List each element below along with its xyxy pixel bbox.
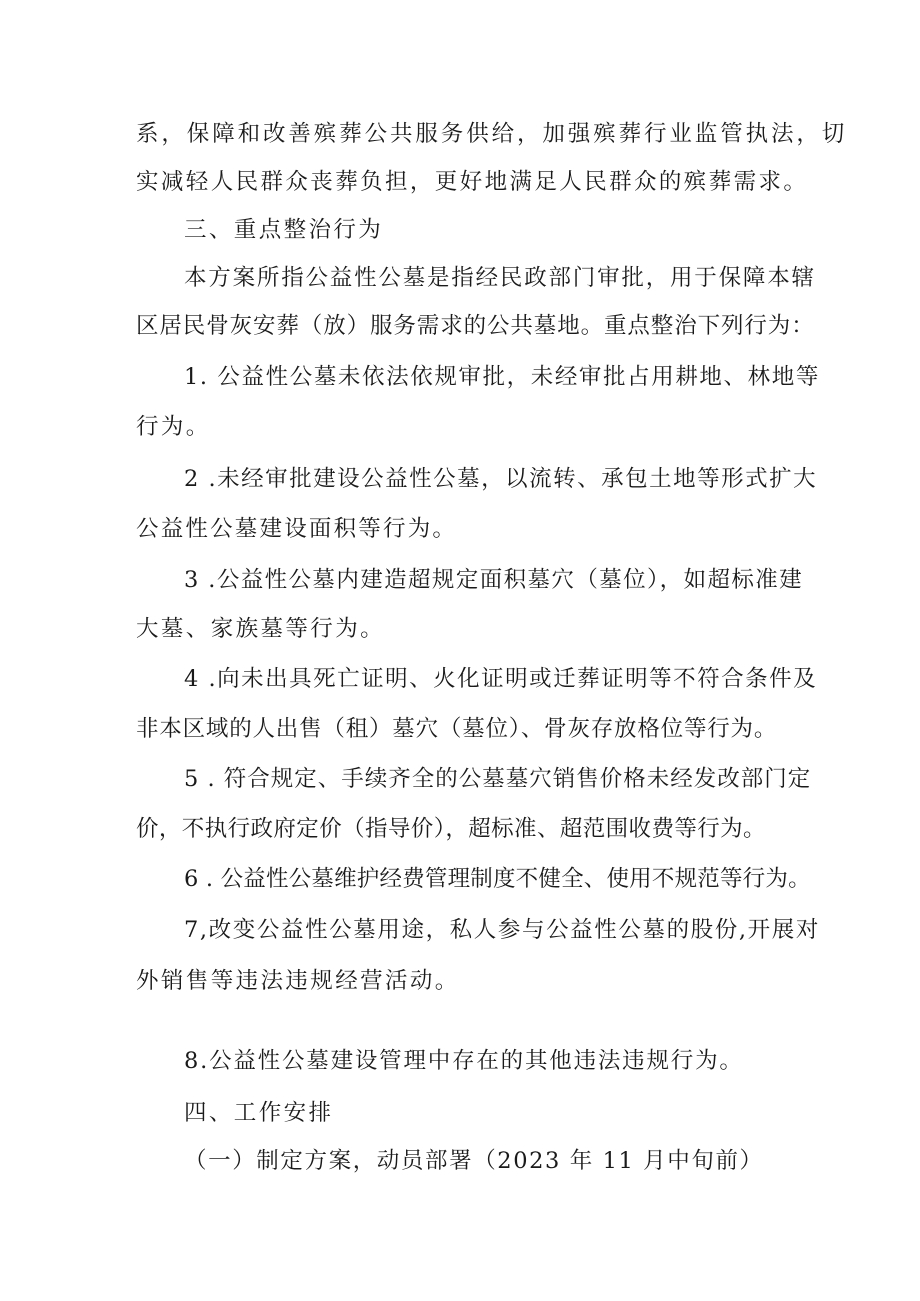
list-item: 价，不执行政府定价（指导价），超标准、超范围收费等行为。 — [136, 816, 766, 842]
list-item: 5 . 符合规定、手续齐全的公墓墓穴销售价格未经发改部门定 — [184, 766, 812, 792]
list-item: 公益性公墓建设面积等行为。 — [136, 516, 458, 542]
section-heading: 三、重点整治行为 — [184, 217, 384, 243]
text-line: 实减轻人民群众丧葬负担，更好地满足人民群众的殡葬需求。 — [136, 169, 809, 195]
list-item: 1. 公益性公墓未依法依规审批，未经审批占用耕地、林地等 — [184, 364, 820, 390]
list-item: 2 .未经审批建设公益性公墓，以流转、承包土地等形式扩大 — [184, 466, 818, 492]
list-item: 非本区域的人出售（租）墓穴（墓位）、骨灰存放格位等行为。 — [136, 716, 778, 742]
list-item: 6 . 公益性公墓维护经费管理制度不健全、使用不规范等行为。 — [184, 866, 811, 892]
list-item: 大墓、家族墓等行为。 — [136, 616, 386, 642]
list-item: 3 .公益性公墓内建造超规定面积墓穴（墓位），如超标准建 — [184, 567, 804, 593]
list-item: 行为。 — [136, 414, 211, 440]
text-line: 系，保障和改善殡葬公共服务供给，加强殡葬行业监管执法，切 — [136, 121, 848, 147]
text-line: 本方案所指公益性公墓是指经民政部门审批，用于保障本辖 — [184, 265, 816, 291]
text-line: 区居民骨灰安葬（放）服务需求的公共墓地。重点整治下列行为： — [136, 313, 815, 339]
list-item: 8.公益性公墓建设管理中存在的其他违法违规行为。 — [184, 1048, 744, 1074]
list-item: 外销售等违法违规经营活动。 — [136, 968, 460, 994]
section-heading: 四、工作安排 — [184, 1100, 334, 1126]
list-item: 7,改变公益性公墓用途，私人参与公益性公墓的股份,开展对 — [184, 917, 820, 943]
list-item: 4 .向未出具死亡证明、火化证明或迁葬证明等不符合条件及 — [184, 666, 818, 692]
subsection-heading: （一）制定方案，动员部署（2023 年 11 月中旬前） — [184, 1148, 764, 1174]
